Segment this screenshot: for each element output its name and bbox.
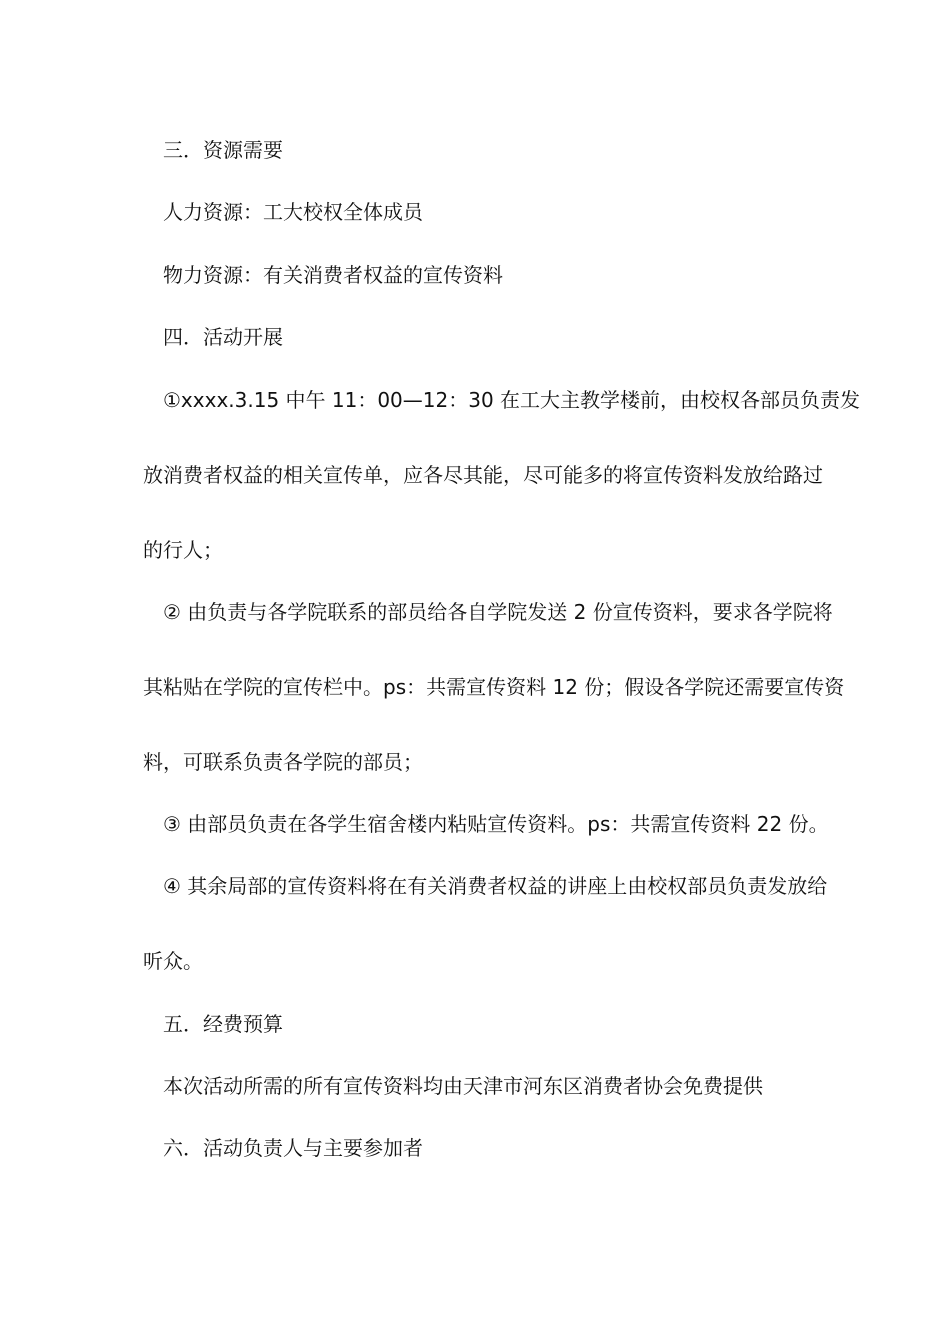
budget-text: 本次活动所需的所有宣传资料均由天津市河东区消费者协会免费提供 <box>163 1074 763 1098</box>
activity-item-1-line-3: 的行人； <box>143 538 223 562</box>
activity-item-1-line-2: 放消费者权益的相关宣传单，应各尽其能，尽可能多的将宣传资料发放给路过 <box>143 463 823 487</box>
activity-item-1-line-1: ①xxxx.3.15 中午 11：00—12：30 在工大主教学楼前，由校权各部员负责发 <box>163 388 861 412</box>
section-heading-activity: 四．活动开展 <box>163 325 283 349</box>
material-resources-text: 物力资源：有关消费者权益的宣传资料 <box>163 263 503 287</box>
section-heading-people: 六．活动负责人与主要参加者 <box>163 1136 423 1160</box>
activity-item-2-line-2: 其粘贴在学院的宣传栏中。ps：共需宣传资料 12 份；假设各学院还需要宣传资 <box>143 675 845 699</box>
section-heading-budget: 五．经费预算 <box>163 1012 283 1036</box>
activity-item-2-line-1: ② 由负责与各学院联系的部员给各自学院发送 2 份宣传资料，要求各学院将 <box>163 600 833 624</box>
section-heading-resources: 三．资源需要 <box>163 138 283 162</box>
human-resources-text: 人力资源：工大校权全体成员 <box>163 200 423 224</box>
activity-item-4-line-2: 听众。 <box>143 949 203 973</box>
activity-item-2-line-3: 料，可联系负责各学院的部员； <box>143 750 423 774</box>
activity-item-4-line-1: ④ 其余局部的宣传资料将在有关消费者权益的讲座上由校权部员负责发放给 <box>163 874 828 898</box>
activity-item-3-line-1: ③ 由部员负责在各学生宿舍楼内粘贴宣传资料。ps：共需宣传资料 22 份。 <box>163 812 829 836</box>
